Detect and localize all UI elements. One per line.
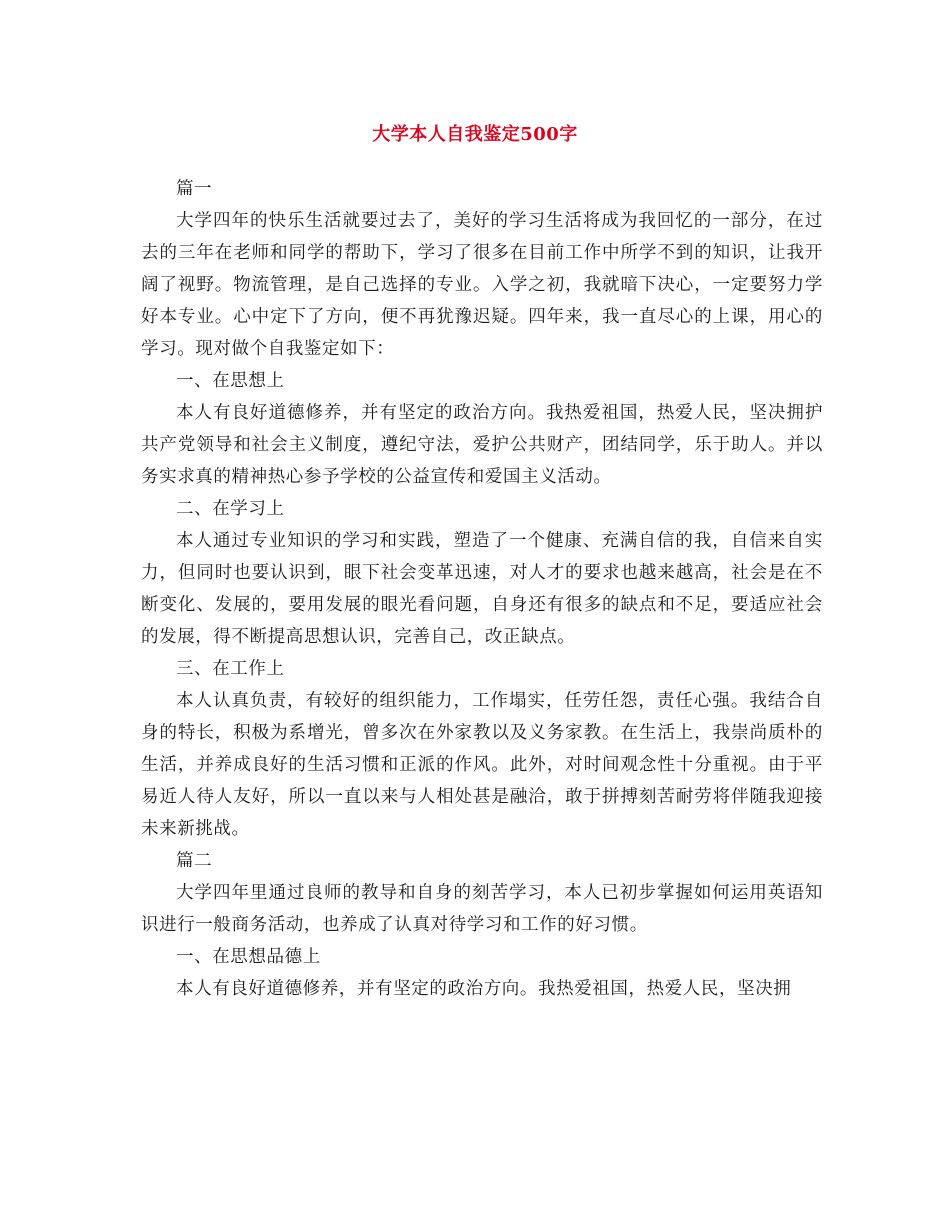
section-heading-part-one: 篇一 xyxy=(176,179,213,199)
moral-paragraph: 本人有良好道德修养，并有坚定的政治方向。我热爱祖国，热爱人民，坚决拥 xyxy=(176,979,792,999)
ideology-paragraph: 本人有良好道德修养，并有坚定的政治方向。我热爱祖国，热爱人民，坚决拥护共产党领导和社会主义制度，遵纪守法，爱护公共财产，团结同学，乐于助人。并以务实求真的精神热心参予学校的公益宣传和爱国主义活动。 xyxy=(141,403,823,487)
section-heading-part-two: 篇二 xyxy=(176,851,213,871)
subheading-study: 二、在学习上 xyxy=(176,499,285,519)
study-paragraph: 本人通过专业知识的学习和实践，塑造了一个健康、充满自信的我，自信来自实力，但同时也要认识到，眼下社会变革迅速，对人才的要求也越来越高，社会是在不断变化、发展的，要用发展的眼光看问题，自身还有很多的缺点和不足，要适应社会的发展，得不断提高思想认识，完善自己，改正缺点。 xyxy=(141,531,823,647)
work-paragraph: 本人认真负责，有较好的组织能力，工作塌实，任劳任怨，责任心强。我结合自身的特长，积极为系增光，曾多次在外家教以及义务家教。在生活上，我崇尚质朴的生活，并养成良好的生活习惯和正派的作风。此外，对时间观念性十分重视。由于平易近人待人友好，所以一直以来与人相处甚是融洽，敢于拼搏刻苦耐劳将伴随我迎接未来新挑战。 xyxy=(141,691,823,839)
document-title: 大学本人自我鉴定500字 xyxy=(372,124,578,145)
intro-paragraph: 大学四年的快乐生活就要过去了，美好的学习生活将成为我回忆的一部分，在过去的三年在老师和同学的帮助下，学习了很多在目前工作中所学不到的知识，让我开阔了视野。物流管理，是自己选择的专业。入学之初，我就暗下决心，一定要努力学好本专业。心中定下了方向，便不再犹豫迟疑。四年来，我一直尽心的上课，用心的学习。现对做个自我鉴定如下： xyxy=(141,211,823,359)
subheading-moral: 一、在思想品德上 xyxy=(176,947,321,967)
subheading-ideology: 一、在思想上 xyxy=(176,371,285,391)
document-body xyxy=(141,173,823,1005)
subheading-work: 三、在工作上 xyxy=(176,659,285,679)
part-two-intro-paragraph: 大学四年里通过良师的教导和自身的刻苦学习，本人已初步掌握如何运用英语知识进行一般商务活动，也养成了认真对待学习和工作的好习惯。 xyxy=(141,883,823,935)
